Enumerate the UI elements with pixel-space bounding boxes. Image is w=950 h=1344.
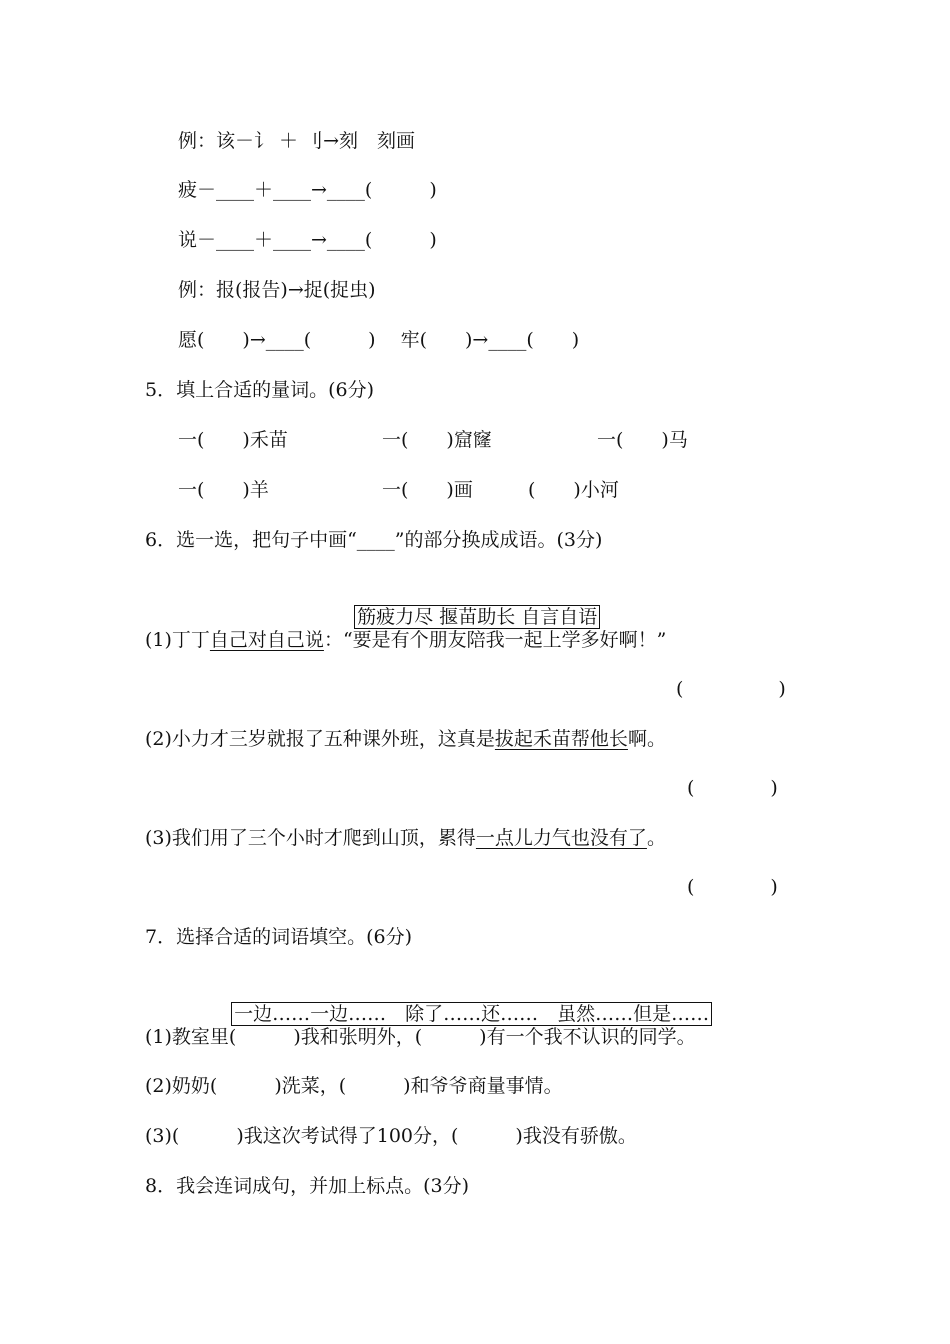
exercise-row-shuo[interactable]: 说－____＋____→____( ) bbox=[178, 229, 437, 251]
question-text: (3)我们用了三个小时才爬到山顶，累得 bbox=[145, 827, 476, 849]
question-text: 啊。 bbox=[627, 728, 666, 750]
measure-word-item[interactable]: 一( )禾苗 bbox=[178, 429, 288, 451]
section-7-title: 7．选择合适的词语填空。(6分) bbox=[145, 926, 413, 948]
measure-word-item[interactable]: ( )小河 bbox=[528, 479, 619, 501]
answer-blank[interactable]: ( ) bbox=[676, 678, 786, 700]
section-5-title: 5．填上合适的量词。(6分) bbox=[145, 379, 375, 401]
answer-blank[interactable]: ( ) bbox=[687, 777, 778, 799]
question-7-3[interactable]: (3)( )我这次考试得了100分，( )我没有骄傲。 bbox=[145, 1125, 637, 1147]
question-7-1[interactable]: (1)教室里( )我和张明外，( )有一个我不认识的同学。 bbox=[145, 1026, 696, 1048]
question-6-2 bbox=[145, 726, 666, 752]
idiom-word-box-text: 筋疲力尽 揠苗助长 自言自语 bbox=[354, 605, 600, 629]
underlined-phrase: 自己对自己说 bbox=[209, 629, 324, 651]
example-radical-change: 例：该－讠 ＋ 刂→刻 刻画 bbox=[178, 130, 415, 152]
underlined-phrase: 一点儿力气也没有了 bbox=[475, 827, 647, 849]
question-text: 。 bbox=[646, 827, 666, 849]
measure-word-item[interactable]: 一( )画 bbox=[382, 479, 473, 501]
question-text: (1)丁丁 bbox=[145, 629, 210, 651]
answer-blank[interactable]: ( ) bbox=[687, 876, 778, 898]
question-text: ：“要是有个朋友陪我一起上学多好啊！” bbox=[323, 629, 667, 651]
question-7-2[interactable]: (2)奶奶( )洗菜，( )和爷爷商量事情。 bbox=[145, 1075, 563, 1097]
idiom-word-box bbox=[330, 578, 600, 628]
measure-word-item[interactable]: 一( )窟窿 bbox=[382, 429, 492, 451]
measure-word-item[interactable]: 一( )马 bbox=[597, 429, 688, 451]
measure-word-item[interactable]: 一( )羊 bbox=[178, 479, 269, 501]
question-6-3 bbox=[145, 825, 666, 851]
underlined-phrase: 拔起禾苗帮他长 bbox=[494, 728, 628, 750]
question-6-1 bbox=[145, 627, 666, 653]
exercise-row-yuan-lao[interactable]: 愿( )→____( ) 牢( )→____( ) bbox=[178, 329, 580, 351]
conjunction-word-box bbox=[207, 975, 712, 1025]
example-word-change: 例：报(报告)→捉(捉虫) bbox=[178, 279, 376, 301]
question-text: (2)小力才三岁就报了五种课外班，这真是 bbox=[145, 728, 495, 750]
exercise-row-pi[interactable]: 疲－____＋____→____( ) bbox=[178, 179, 437, 201]
conjunction-word-box-text: 一边……一边…… 除了……还…… 虽然……但是…… bbox=[231, 1002, 712, 1026]
section-8-title: 8．我会连词成句，并加上标点。(3分) bbox=[145, 1175, 470, 1197]
section-6-title: 6．选一选，把句子中画“____”的部分换成成语。(3分) bbox=[145, 529, 603, 551]
